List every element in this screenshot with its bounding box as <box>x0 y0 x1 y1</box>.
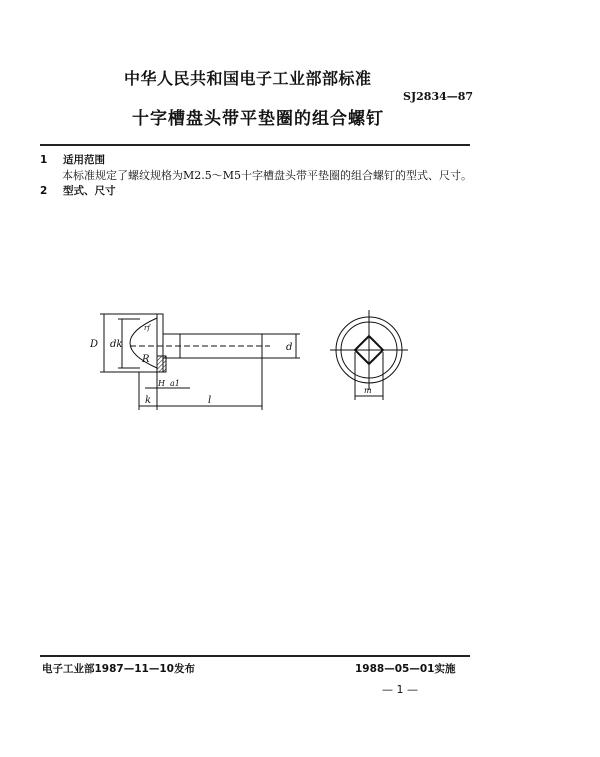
standard-code: SJ2834—87 <box>403 90 474 103</box>
issue-date: 电子工业部1987—11—10发布 <box>42 663 195 675</box>
label-R: R <box>142 354 150 365</box>
label-rf: rf <box>144 324 150 332</box>
section-number: 2 <box>40 185 48 197</box>
document-title: 十字槽盘头带平垫圈的组合螺钉 <box>132 109 384 129</box>
page-number: — 1 — <box>382 683 418 696</box>
label-l: l <box>208 395 212 406</box>
section-1-text: 本标准规定了螺纹规格为M2.5～M5十字槽盘头带平垫圈的组合螺钉的型式、尺寸。 <box>62 169 473 182</box>
label-dk: dk <box>110 339 123 350</box>
label-D: D <box>90 339 99 350</box>
section-number: 1 <box>40 154 48 166</box>
standard-org: 中华人民共和国电子工业部部标准 <box>124 69 372 88</box>
label-H: H <box>158 379 165 388</box>
effective-date: 1988—05—01实施 <box>355 663 456 675</box>
section-title: 适用范围 <box>62 154 105 166</box>
section-title: 型式、尺寸 <box>62 185 116 197</box>
label-d: d <box>286 342 293 353</box>
label-m: m <box>364 386 372 395</box>
label-k: k <box>145 395 152 406</box>
bottom-rule <box>40 655 470 657</box>
label-a1: a1 <box>170 379 180 388</box>
